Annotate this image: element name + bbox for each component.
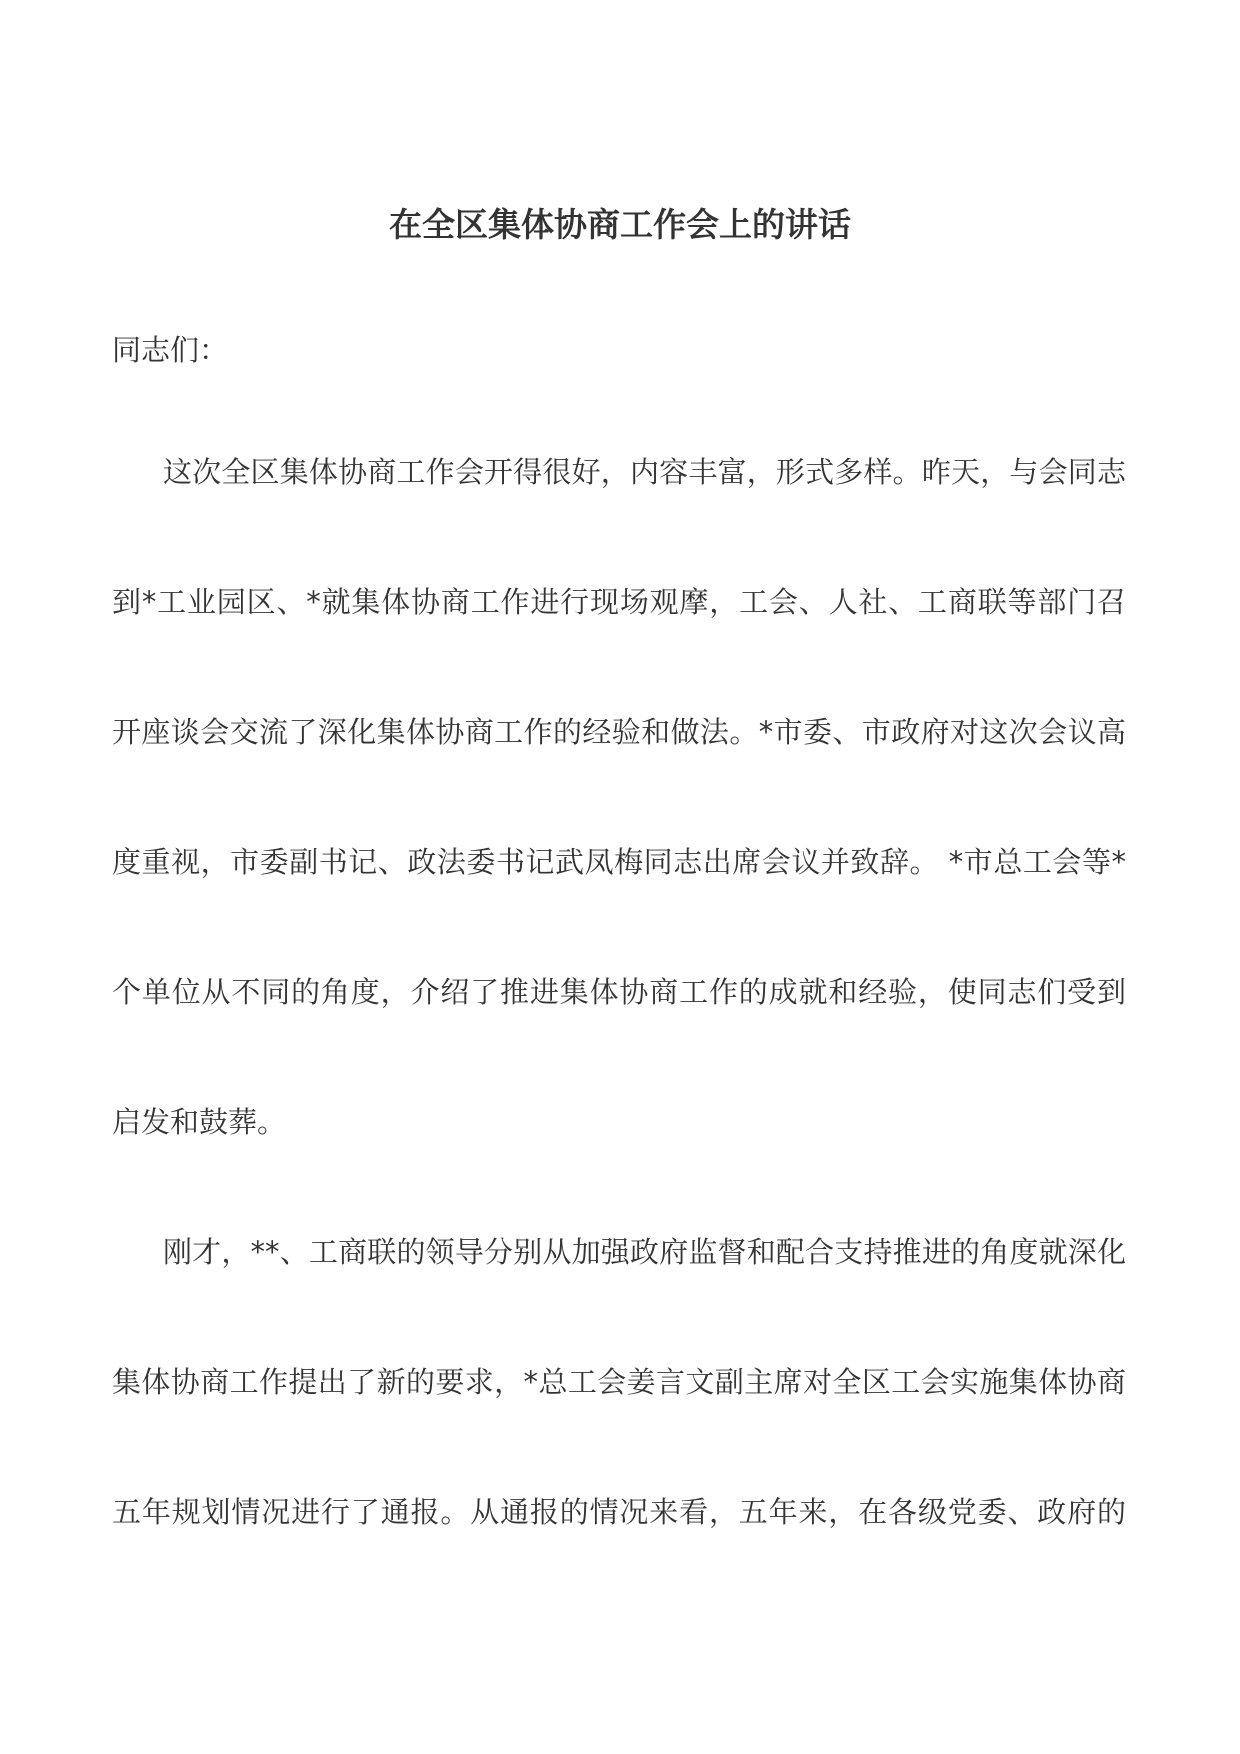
document-title: 在全区集体协商工作会上的讲话 bbox=[389, 205, 851, 244]
paragraph bbox=[112, 1227, 1126, 1617]
paragraph-line: 刚才，**、工商联的领导分别从加强政府监督和配合支持推进的角度就深化 bbox=[163, 1235, 1126, 1269]
paragraph-line: 启发和鼓葬。 bbox=[112, 1105, 287, 1139]
paragraph-line: 到*工业园区、*就集体协商工作进行现场观摩，工会、人社、工商联等部门召 bbox=[112, 585, 1126, 619]
salutation: 同志们： bbox=[112, 333, 229, 367]
paragraph-line: 集体协商工作提出了新的要求，*总工会姜言文副主席对全区工会实施集体协商 bbox=[112, 1365, 1126, 1399]
paragraph-line: 开座谈会交流了深化集体协商工作的经验和做法。*市委、市政府对这次会议高 bbox=[112, 715, 1126, 749]
paragraph bbox=[112, 447, 1126, 1227]
paragraph-line: 这次全区集体协商工作会开得很好，内容丰富，形式多样。昨天，与会同志 bbox=[163, 455, 1126, 489]
paragraph-line: 五年规划情况进行了通报。从通报的情况来看，五年来，在各级党委、政府的 bbox=[112, 1495, 1126, 1529]
paragraph-line: 度重视，市委副书记、政法委书记武凤梅同志出席会议并致辞。 *市总工会等* bbox=[112, 845, 1126, 879]
paragraph-line: 个单位从不同的角度，介绍了推进集体协商工作的成就和经验，使同志们受到 bbox=[112, 975, 1126, 1009]
